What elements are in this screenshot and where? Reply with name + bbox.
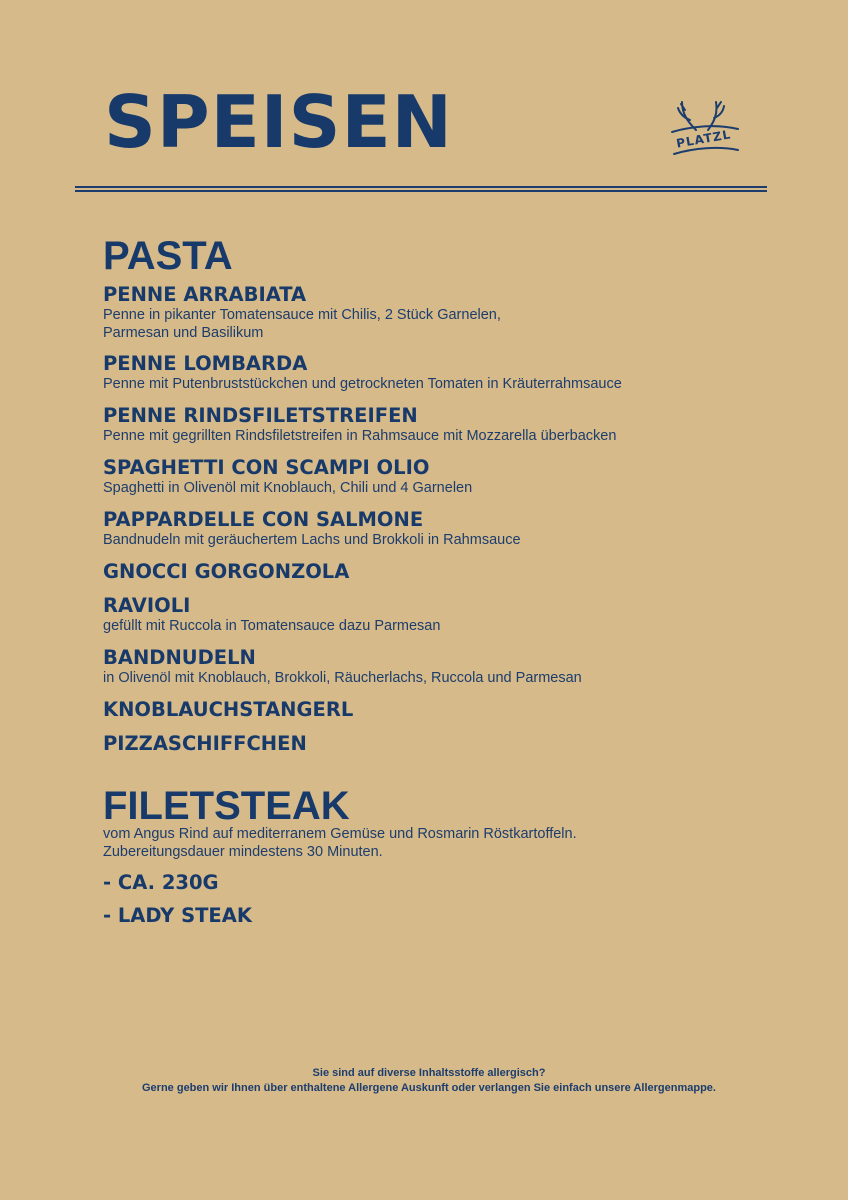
- menu-item: [103, 353, 763, 393]
- filetsteak-option: [103, 872, 763, 894]
- menu-item-name: PAPPARDELLE CON SALMONE: [103, 508, 424, 531]
- antler-icon: [668, 96, 746, 162]
- menu-item-desc: Penne mit gegrillten Rindsfiletstreifen in Rahmsauce mit Mozzarella überbacken: [103, 428, 617, 444]
- menu-item-desc: gefüllt mit Ruccola in Tomatensauce dazu Parmesan: [103, 618, 441, 634]
- menu-item-name: SPAGHETTI CON SCAMPI OLIO: [103, 456, 430, 479]
- menu-item: [103, 733, 763, 755]
- menu-item-desc: Bandnudeln mit geräuchertem Lachs und Brokkoli in Rahmsauce: [103, 532, 521, 548]
- menu-item-name: PIZZASCHIFFCHEN: [103, 732, 307, 755]
- menu-item-desc: Spaghetti in Olivenöl mit Knoblauch, Chili und 4 Garnelen: [103, 480, 473, 496]
- menu-item: [103, 284, 763, 342]
- section-title-pasta: PASTA: [103, 234, 233, 278]
- page-title: SPEISEN: [104, 80, 453, 164]
- menu-item-name: KNOBLAUCHSTANGERL: [103, 698, 354, 721]
- menu-item-name: PENNE LOMBARDA: [103, 352, 308, 375]
- menu-item-desc: Parmesan und Basilikum: [103, 325, 264, 341]
- divider-top: [75, 186, 767, 188]
- filetsteak-desc: vom Angus Rind auf mediterranem Gemüse und Rosmarin Röstkartoffeln.: [103, 826, 577, 842]
- menu-item-name: RAVIOLI: [103, 594, 191, 617]
- allergen-note-line1: Sie sind auf diverse Inhaltsstoffe allergisch?: [312, 1067, 546, 1079]
- divider-bottom: [75, 190, 767, 192]
- menu-item-name: GNOCCI GORGONZOLA: [103, 560, 350, 583]
- menu-item: [103, 405, 763, 445]
- menu-item: [103, 699, 763, 721]
- section-title-filetsteak: FILETSTEAK: [103, 784, 350, 828]
- filetsteak-option-name: - CA. 230G: [103, 871, 219, 894]
- menu-item: [103, 561, 763, 583]
- menu-item-name: BANDNUDELN: [103, 646, 256, 669]
- menu-item: [103, 595, 763, 635]
- allergen-note-line2: Gerne geben wir Ihnen über enthaltene Allergene Auskunft oder verlangen Sie einfach unsere Allergenmappe.: [142, 1082, 716, 1094]
- platzl-logo: [668, 96, 746, 162]
- allergen-note: [0, 1066, 848, 1096]
- menu-item-desc: in Olivenöl mit Knoblauch, Brokkoli, Räucherlachs, Ruccola und Parmesan: [103, 670, 582, 686]
- filetsteak-option-name: - LADY STEAK: [103, 904, 252, 927]
- menu-item: [103, 509, 763, 549]
- menu-item-desc: Penne mit Putenbruststückchen und getrockneten Tomaten in Kräuterrahmsauce: [103, 376, 622, 392]
- menu-item: [103, 647, 763, 687]
- menu-item-desc: Penne in pikanter Tomatensauce mit Chilis, 2 Stück Garnelen,: [103, 307, 501, 323]
- filetsteak-desc: Zubereitungsdauer mindestens 30 Minuten.: [103, 844, 383, 860]
- menu-item-name: PENNE ARRABIATA: [103, 283, 307, 306]
- menu-item-name: PENNE RINDSFILETSTREIFEN: [103, 404, 418, 427]
- menu-item: [103, 457, 763, 497]
- filetsteak-option: [103, 905, 763, 927]
- logo-text: PLATZL: [675, 127, 733, 151]
